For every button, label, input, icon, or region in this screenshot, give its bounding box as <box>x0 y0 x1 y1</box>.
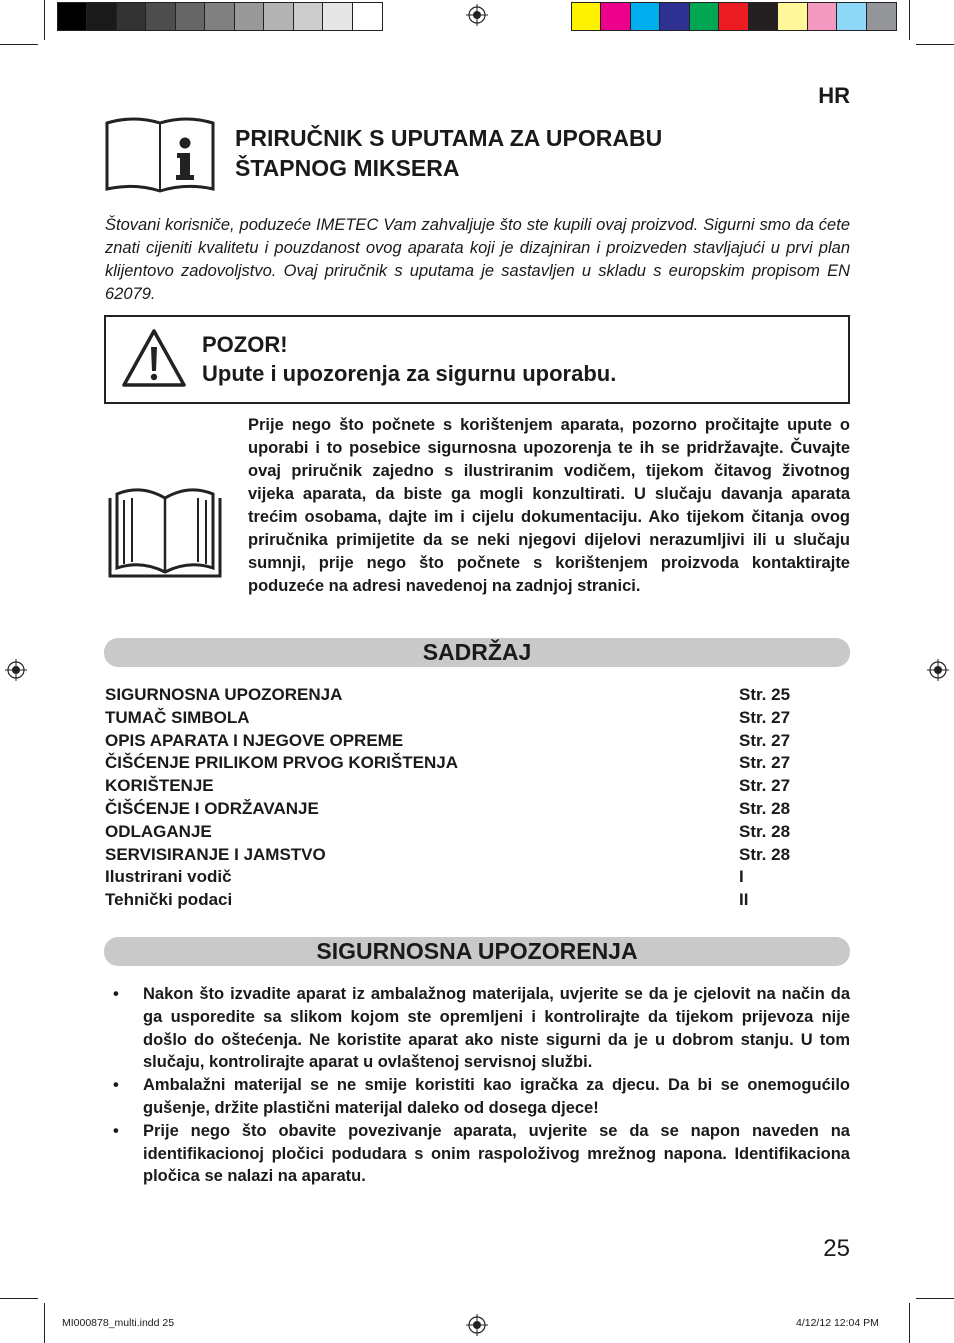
safety-item <box>105 1120 850 1188</box>
grayscale-color-bar <box>57 2 383 31</box>
color-swatch <box>117 3 146 30</box>
toc-title: OPIS APARATA I NJEGOVE OPREME <box>105 730 404 750</box>
color-swatch <box>808 3 837 30</box>
table-of-contents <box>105 684 805 912</box>
toc-row <box>105 730 805 753</box>
toc-title: Tehnički podaci <box>105 890 233 910</box>
crop-mark <box>44 1303 45 1343</box>
color-swatch <box>778 3 807 30</box>
bullet-icon: • <box>113 1121 119 1140</box>
bullet-icon: • <box>113 985 119 1003</box>
toc-row <box>105 707 805 730</box>
intro-paragraph: Štovani korisniče, poduzeće IMETEC Vam zahvaljuje što ste kupili ovaj proizvod. Sigurni smo da ćete znati cijeniti kvalitetu i pouzdanost ovog aparata koji je dizajniran i proizveden stavljajući u prvi plan klijentovo zadovoljstvo. Ovaj priručnik s uputama je sastavljen u skladu s europskim propisom EN 62079. <box>105 216 850 303</box>
registration-mark-icon <box>5 659 27 681</box>
color-swatch <box>867 3 896 30</box>
warning-title <box>202 330 616 388</box>
toc-row <box>105 866 805 889</box>
process-color-bar <box>571 2 897 31</box>
crop-mark <box>909 0 910 40</box>
crop-mark <box>0 44 38 45</box>
toc-row <box>105 844 805 867</box>
warning-triangle-icon <box>120 327 188 389</box>
open-book-icon <box>106 486 224 580</box>
color-swatch <box>690 3 719 30</box>
color-swatch <box>749 3 778 30</box>
color-swatch <box>146 3 175 30</box>
info-book-icon <box>104 117 216 197</box>
bullet-icon: • <box>113 1076 119 1095</box>
toc-page: Str. 28 <box>739 798 791 818</box>
color-swatch <box>719 3 748 30</box>
toc-title: Ilustrirani vodič <box>105 867 232 887</box>
color-swatch <box>87 3 116 30</box>
toc-page: Str. 25 <box>739 685 791 704</box>
contents-heading: SADRŽAJ <box>104 638 850 667</box>
footer-file: MI000878_multi.indd 25 <box>62 1317 175 1329</box>
toc-row <box>105 775 805 798</box>
crop-mark <box>909 1303 910 1343</box>
safety-item <box>105 1074 850 1120</box>
safety-item-text: Ambalažni materijal se ne smije koristiti kao igračka za djecu. Da bi se onemogućilo gušenje, držite plastični materijal daleko od dosega djece! <box>143 1076 850 1117</box>
title-line-1: PRIRUČNIK S UPUTAMA ZA UPORABU <box>235 125 663 151</box>
color-swatch <box>837 3 866 30</box>
read-manual-notice: Prije nego što počnete s korištenjem aparata, pozorno pročitajte upute o uporabi i to posebice sigurnosna upozorenja te ih se pridržavajte. Čuvajte ovaj priručnik zajedno s ilustriranim vodičem, tijekom čitavog životnog vijeka aparata, da biste ga mogli konzultirati. U slučaju davanja aparata trećim osobama, dajte im i cijelu dokumentaciju. Ako tijekom čitanja ovog priručnika primijetite da se neki njegovi dijelovi nerazumljivi ili u slučaju sumnji, prije nego što počnete s korištenjem proizvoda kontaktirajte poduzeće na adresi navedenoj na zadnjoj stranici. <box>248 416 850 595</box>
color-swatch <box>176 3 205 30</box>
warning-title-line-2: Upute i upozorenja za sigurnu uporabu. <box>202 361 617 386</box>
color-swatch <box>235 3 264 30</box>
color-swatch <box>58 3 87 30</box>
warning-box <box>104 315 850 404</box>
registration-mark-icon <box>466 1314 488 1336</box>
crop-mark <box>916 44 954 45</box>
warning-title-line-1: POZOR! <box>202 332 288 357</box>
safety-item-text: Nakon što izvadite aparat iz ambalažnog materijala, uvjerite se da je cjelovit na način da ga usporedite sa slikom kojom ste opremljeni i kontrolirajte da tijekom prijevoza nije došlo do oštećenja. Ne koristite aparat ako niste sigurni da je u dobrom stanju. U tom slučaju, kontrolirajte aparat u ovlaštenoj servisnoj službi. <box>143 985 850 1072</box>
color-swatch <box>205 3 234 30</box>
language-code: HR <box>818 83 850 108</box>
toc-row <box>105 889 805 912</box>
toc-row <box>105 684 805 707</box>
toc-page: Str. 28 <box>739 844 791 864</box>
crop-mark <box>916 1298 954 1299</box>
toc-page: Str. 27 <box>739 730 791 750</box>
color-swatch <box>353 3 382 30</box>
safety-item <box>105 983 850 1074</box>
toc-row <box>105 798 805 821</box>
crop-mark <box>0 1298 38 1299</box>
toc-title: SERVISIRANJE I JAMSTVO <box>105 844 326 864</box>
toc-page: Str. 28 <box>739 821 791 841</box>
registration-mark-icon <box>466 4 488 26</box>
toc-title: ČIŠĆENJE I ODRŽAVANJE <box>105 798 319 818</box>
toc-page: I <box>739 867 744 887</box>
safety-heading: SIGURNOSNA UPOZORENJA <box>104 937 850 966</box>
safety-item-text: Prije nego što obavite povezivanje aparata, uvjerite se da se napon naveden na identifikacionoj pločici podudara s onim raspoloživog mrežnog napona. Identifikaciona pločica se nalazi na aparatu. <box>143 1121 850 1186</box>
toc-title: SIGURNOSNA UPOZORENJA <box>105 685 343 704</box>
toc-page: Str. 27 <box>739 707 791 727</box>
color-swatch <box>294 3 323 30</box>
registration-mark-icon <box>927 659 949 681</box>
toc-page: II <box>739 890 749 910</box>
color-swatch <box>264 3 293 30</box>
toc-row <box>105 752 805 775</box>
toc-title: ODLAGANJE <box>105 821 212 841</box>
crop-mark <box>44 0 45 40</box>
toc-page: Str. 27 <box>739 776 791 796</box>
toc-title: TUMAČ SIMBOLA <box>105 707 250 727</box>
page-number: 25 <box>823 1235 850 1262</box>
color-swatch <box>631 3 660 30</box>
color-swatch <box>601 3 630 30</box>
color-swatch <box>660 3 689 30</box>
toc-title: ČIŠĆENJE PRILIKOM PRVOG KORIŠTENJA <box>105 753 458 773</box>
title-line-2: ŠTAPNOG MIKSERA <box>235 155 460 181</box>
safety-list <box>105 983 850 1188</box>
color-swatch <box>323 3 352 30</box>
color-swatch <box>572 3 601 30</box>
toc-row <box>105 821 805 844</box>
page-title <box>235 123 662 183</box>
toc-title: KORIŠTENJE <box>105 776 214 796</box>
footer-date: 4/12/12 12:04 PM <box>796 1317 879 1329</box>
toc-page: Str. 27 <box>739 753 791 773</box>
